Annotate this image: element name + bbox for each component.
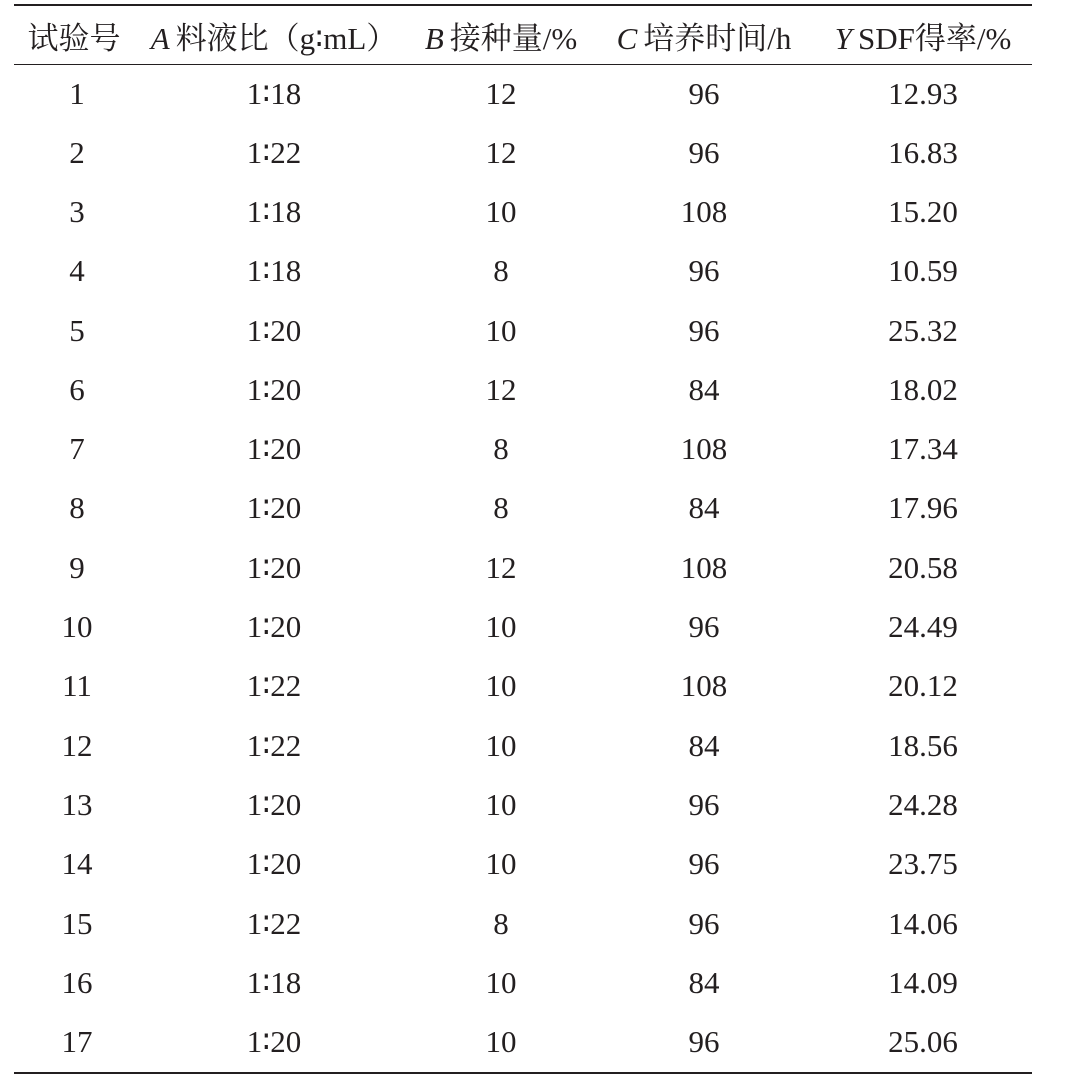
cell-inoculum-amount: 10 (485, 727, 517, 763)
table-row (14, 123, 1032, 182)
cell-sdf-yield: 24.28 (888, 786, 958, 822)
cell-solid-liquid-ratio: 1∶20 (246, 786, 302, 822)
cell-solid-liquid-ratio: 1∶20 (246, 846, 302, 882)
cell-sdf-yield: 18.56 (888, 727, 958, 763)
cell-trial-number: 12 (61, 727, 93, 763)
cell-solid-liquid-ratio: 1∶18 (246, 964, 302, 1000)
experiment-results-table (14, 4, 1032, 1074)
table-row (14, 479, 1032, 538)
table-row (14, 597, 1032, 656)
cell-inoculum-amount: 12 (485, 134, 517, 170)
header-inoculum-amount (408, 5, 594, 65)
table-row (14, 182, 1032, 241)
cell-inoculum-amount: 8 (493, 905, 509, 941)
cell-sdf-yield: 17.34 (888, 431, 958, 467)
header-factor-c-symbol: C (616, 20, 638, 56)
cell-culture-time: 108 (680, 431, 728, 467)
cell-trial-number: 3 (69, 193, 85, 229)
cell-inoculum-amount: 8 (493, 253, 509, 289)
cell-culture-time: 96 (688, 846, 720, 882)
cell-trial-number: 13 (61, 786, 93, 822)
cell-culture-time: 84 (688, 371, 720, 407)
cell-sdf-yield: 25.06 (888, 1024, 958, 1060)
cell-culture-time: 96 (688, 134, 720, 170)
table-row (14, 65, 1032, 124)
header-row (14, 5, 1032, 65)
cell-trial-number: 15 (61, 905, 93, 941)
header-culture-time (594, 5, 814, 65)
header-solid-liquid-ratio-label: 料液比（g∶mL） (175, 20, 398, 56)
table-row (14, 419, 1032, 478)
cell-sdf-yield: 25.32 (888, 312, 958, 348)
cell-trial-number: 16 (61, 964, 93, 1000)
header-solid-liquid-ratio (140, 5, 408, 65)
cell-sdf-yield: 24.49 (888, 609, 958, 645)
cell-sdf-yield: 23.75 (888, 846, 958, 882)
cell-sdf-yield: 15.20 (888, 193, 958, 229)
cell-trial-number: 4 (69, 253, 85, 289)
cell-solid-liquid-ratio: 1∶20 (246, 609, 302, 645)
cell-sdf-yield: 12.93 (888, 76, 958, 111)
cell-sdf-yield: 20.58 (888, 549, 958, 585)
cell-sdf-yield: 14.09 (888, 964, 958, 1000)
cell-solid-liquid-ratio: 1∶22 (246, 905, 302, 941)
cell-inoculum-amount: 12 (485, 76, 517, 111)
cell-solid-liquid-ratio: 1∶18 (246, 193, 302, 229)
header-factor-a-symbol: A (150, 20, 170, 56)
cell-culture-time: 84 (688, 727, 720, 763)
cell-solid-liquid-ratio: 1∶18 (246, 76, 302, 111)
cell-solid-liquid-ratio: 1∶20 (246, 549, 302, 585)
table-body (14, 65, 1032, 1074)
table-row (14, 360, 1032, 419)
cell-inoculum-amount: 12 (485, 549, 517, 585)
table-row (14, 894, 1032, 953)
cell-inoculum-amount: 10 (485, 964, 517, 1000)
table-row (14, 716, 1032, 775)
cell-trial-number: 1 (69, 76, 85, 111)
cell-inoculum-amount: 10 (485, 786, 517, 822)
header-culture-time-label: 培养时间/h (643, 20, 792, 56)
cell-culture-time: 84 (688, 490, 720, 526)
cell-inoculum-amount: 10 (485, 193, 517, 229)
table-row (14, 775, 1032, 834)
cell-trial-number: 11 (62, 668, 92, 704)
cell-culture-time: 96 (688, 312, 720, 348)
cell-culture-time: 96 (688, 1024, 720, 1060)
header-sdf-yield-label: SDF得率/% (857, 20, 1012, 56)
cell-trial-number: 17 (61, 1024, 93, 1060)
cell-culture-time: 108 (680, 668, 728, 704)
cell-inoculum-amount: 10 (485, 609, 517, 645)
table-row (14, 301, 1032, 360)
cell-solid-liquid-ratio: 1∶18 (246, 253, 302, 289)
cell-trial-number: 14 (61, 846, 93, 882)
cell-inoculum-amount: 8 (493, 490, 509, 526)
cell-trial-number: 10 (61, 609, 93, 645)
cell-solid-liquid-ratio: 1∶20 (246, 490, 302, 526)
table-row (14, 1012, 1032, 1073)
cell-sdf-yield: 18.02 (888, 371, 958, 407)
cell-trial-number: 2 (69, 134, 85, 170)
cell-trial-number: 8 (69, 490, 85, 526)
cell-solid-liquid-ratio: 1∶20 (246, 371, 302, 407)
cell-culture-time: 108 (680, 193, 728, 229)
table-row (14, 835, 1032, 894)
cell-trial-number: 6 (69, 371, 85, 407)
cell-solid-liquid-ratio: 1∶22 (246, 668, 302, 704)
header-factor-b-symbol: B (424, 20, 444, 56)
cell-sdf-yield: 16.83 (888, 134, 958, 170)
cell-sdf-yield: 14.06 (888, 905, 958, 941)
cell-culture-time: 96 (688, 253, 720, 289)
cell-trial-number: 5 (69, 312, 85, 348)
cell-inoculum-amount: 10 (485, 668, 517, 704)
cell-inoculum-amount: 10 (485, 1024, 517, 1060)
cell-inoculum-amount: 8 (493, 431, 509, 467)
header-response-y-symbol: Y (834, 20, 852, 56)
cell-sdf-yield: 17.96 (888, 490, 958, 526)
table-row (14, 953, 1032, 1012)
cell-culture-time: 96 (688, 786, 720, 822)
cell-sdf-yield: 20.12 (888, 668, 958, 704)
cell-solid-liquid-ratio: 1∶20 (246, 431, 302, 467)
cell-solid-liquid-ratio: 1∶20 (246, 1024, 302, 1060)
header-sdf-yield (814, 5, 1032, 65)
cell-trial-number: 7 (69, 431, 85, 467)
cell-inoculum-amount: 10 (485, 846, 517, 882)
cell-solid-liquid-ratio: 1∶22 (246, 727, 302, 763)
cell-sdf-yield: 10.59 (888, 253, 958, 289)
cell-culture-time: 108 (680, 549, 728, 585)
cell-trial-number: 9 (69, 549, 85, 585)
cell-culture-time: 96 (688, 609, 720, 645)
cell-culture-time: 96 (688, 76, 720, 111)
header-trial-number (14, 5, 140, 65)
cell-inoculum-amount: 12 (485, 371, 517, 407)
table-row (14, 538, 1032, 597)
cell-culture-time: 96 (688, 905, 720, 941)
header-inoculum-amount-label: 接种量/% (449, 20, 578, 56)
cell-culture-time: 84 (688, 964, 720, 1000)
table-row (14, 242, 1032, 301)
table-row (14, 657, 1032, 716)
cell-solid-liquid-ratio: 1∶20 (246, 312, 302, 348)
cell-inoculum-amount: 10 (485, 312, 517, 348)
header-trial-number-label: 试验号 (27, 20, 121, 56)
cell-solid-liquid-ratio: 1∶22 (246, 134, 302, 170)
table-header (14, 5, 1032, 65)
